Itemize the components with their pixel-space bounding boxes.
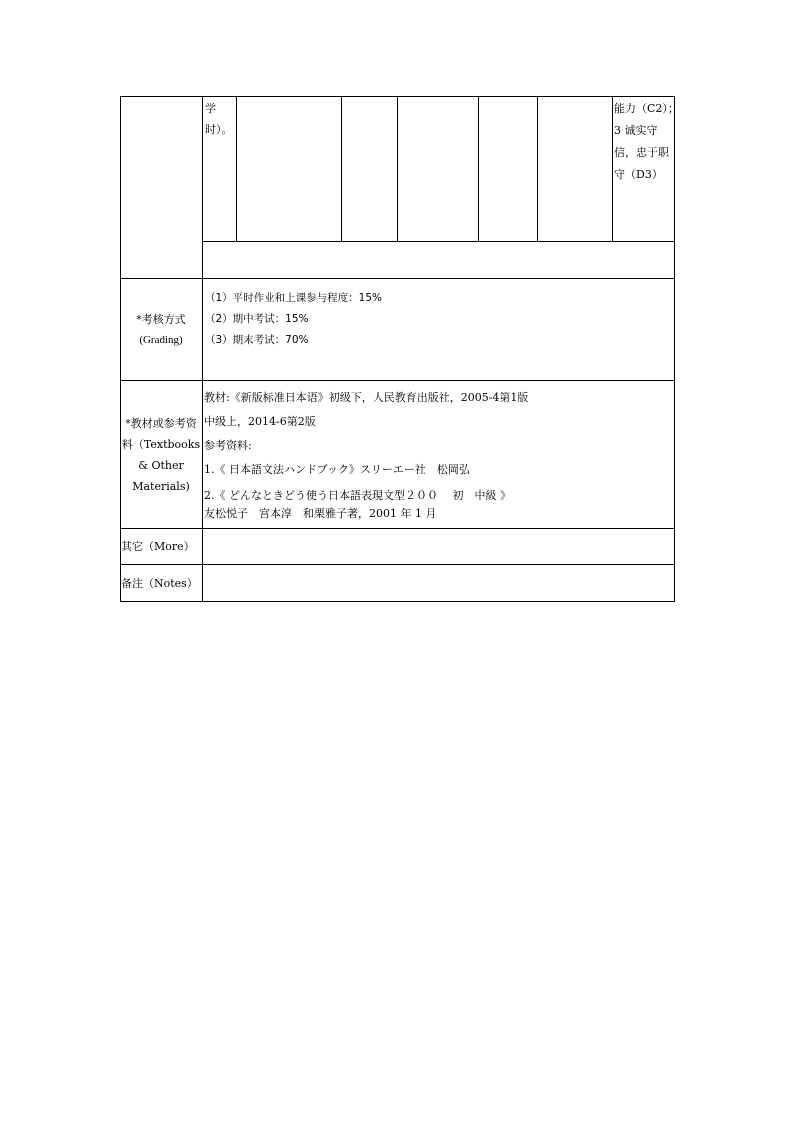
other-row bbox=[120, 528, 675, 565]
cell-line: 学 bbox=[205, 102, 216, 115]
other-divider bbox=[202, 528, 203, 565]
subtable-bottom-line bbox=[202, 241, 675, 242]
grading-label-en: (Grading) bbox=[139, 334, 183, 346]
grading-items bbox=[205, 288, 382, 351]
grading-row bbox=[120, 278, 675, 381]
grading-label-cn: *考核方式 bbox=[136, 313, 186, 326]
subtable-col-divider-3 bbox=[397, 96, 398, 241]
other-label: 其它（More） bbox=[121, 540, 195, 553]
subtable-col-divider-2 bbox=[341, 96, 342, 241]
materials-divider bbox=[202, 380, 203, 529]
cell-line: 3 诚实守 bbox=[614, 124, 658, 137]
subtable-col-divider-4 bbox=[478, 96, 479, 241]
materials-line: 中级上，2014-6第2版 bbox=[204, 415, 316, 428]
materials-line: 友松悦子 宫本淳 和栗雅子著，2001 年 1 月 bbox=[204, 507, 437, 520]
materials-line: 2.《 どんなときどう使う日本語表現文型２００ 初 中級 》 bbox=[204, 489, 511, 502]
grading-item: （2）期中考试：15% bbox=[205, 313, 309, 325]
grading-label bbox=[120, 309, 202, 351]
cell-line: 信，忠于职 bbox=[614, 146, 669, 159]
materials-label bbox=[120, 413, 202, 497]
materials-line: 教材:《新版标准日本语》初级下，人民教育出版社，2005-4第1版 bbox=[204, 391, 529, 404]
cell-line: 时）。 bbox=[205, 123, 233, 136]
subtable-cell-text bbox=[205, 98, 233, 140]
notes-row bbox=[120, 564, 675, 602]
subtable-col-divider-1 bbox=[236, 96, 237, 241]
cell-line: 守（D3） bbox=[614, 168, 663, 181]
subtable-col-divider-6 bbox=[612, 96, 613, 241]
materials-label-line: Materials) bbox=[132, 480, 190, 493]
subtable-col-divider-5 bbox=[537, 96, 538, 241]
cell-line: 能力（C2）； bbox=[614, 102, 679, 115]
notes-label: 备注（Notes） bbox=[121, 577, 198, 590]
materials-line: 参考资料: bbox=[204, 439, 252, 452]
grading-divider bbox=[202, 278, 203, 381]
materials-line: 1.《 日本語文法ハンドブック》スリーエー社 松岡弘 bbox=[204, 463, 470, 476]
subtable-last-cell-text bbox=[614, 98, 679, 186]
notes-divider bbox=[202, 564, 203, 602]
materials-label-line: *教材或参考资 bbox=[125, 417, 197, 430]
grading-item: （3）期末考试：70% bbox=[205, 334, 309, 346]
materials-label-line: 料（Textbooks bbox=[121, 438, 201, 451]
label-column-divider bbox=[202, 96, 203, 279]
materials-label-line: & Other bbox=[138, 459, 184, 472]
materials-content bbox=[204, 387, 528, 523]
grading-item: （1）平时作业和上课参与程度：15% bbox=[205, 292, 383, 304]
